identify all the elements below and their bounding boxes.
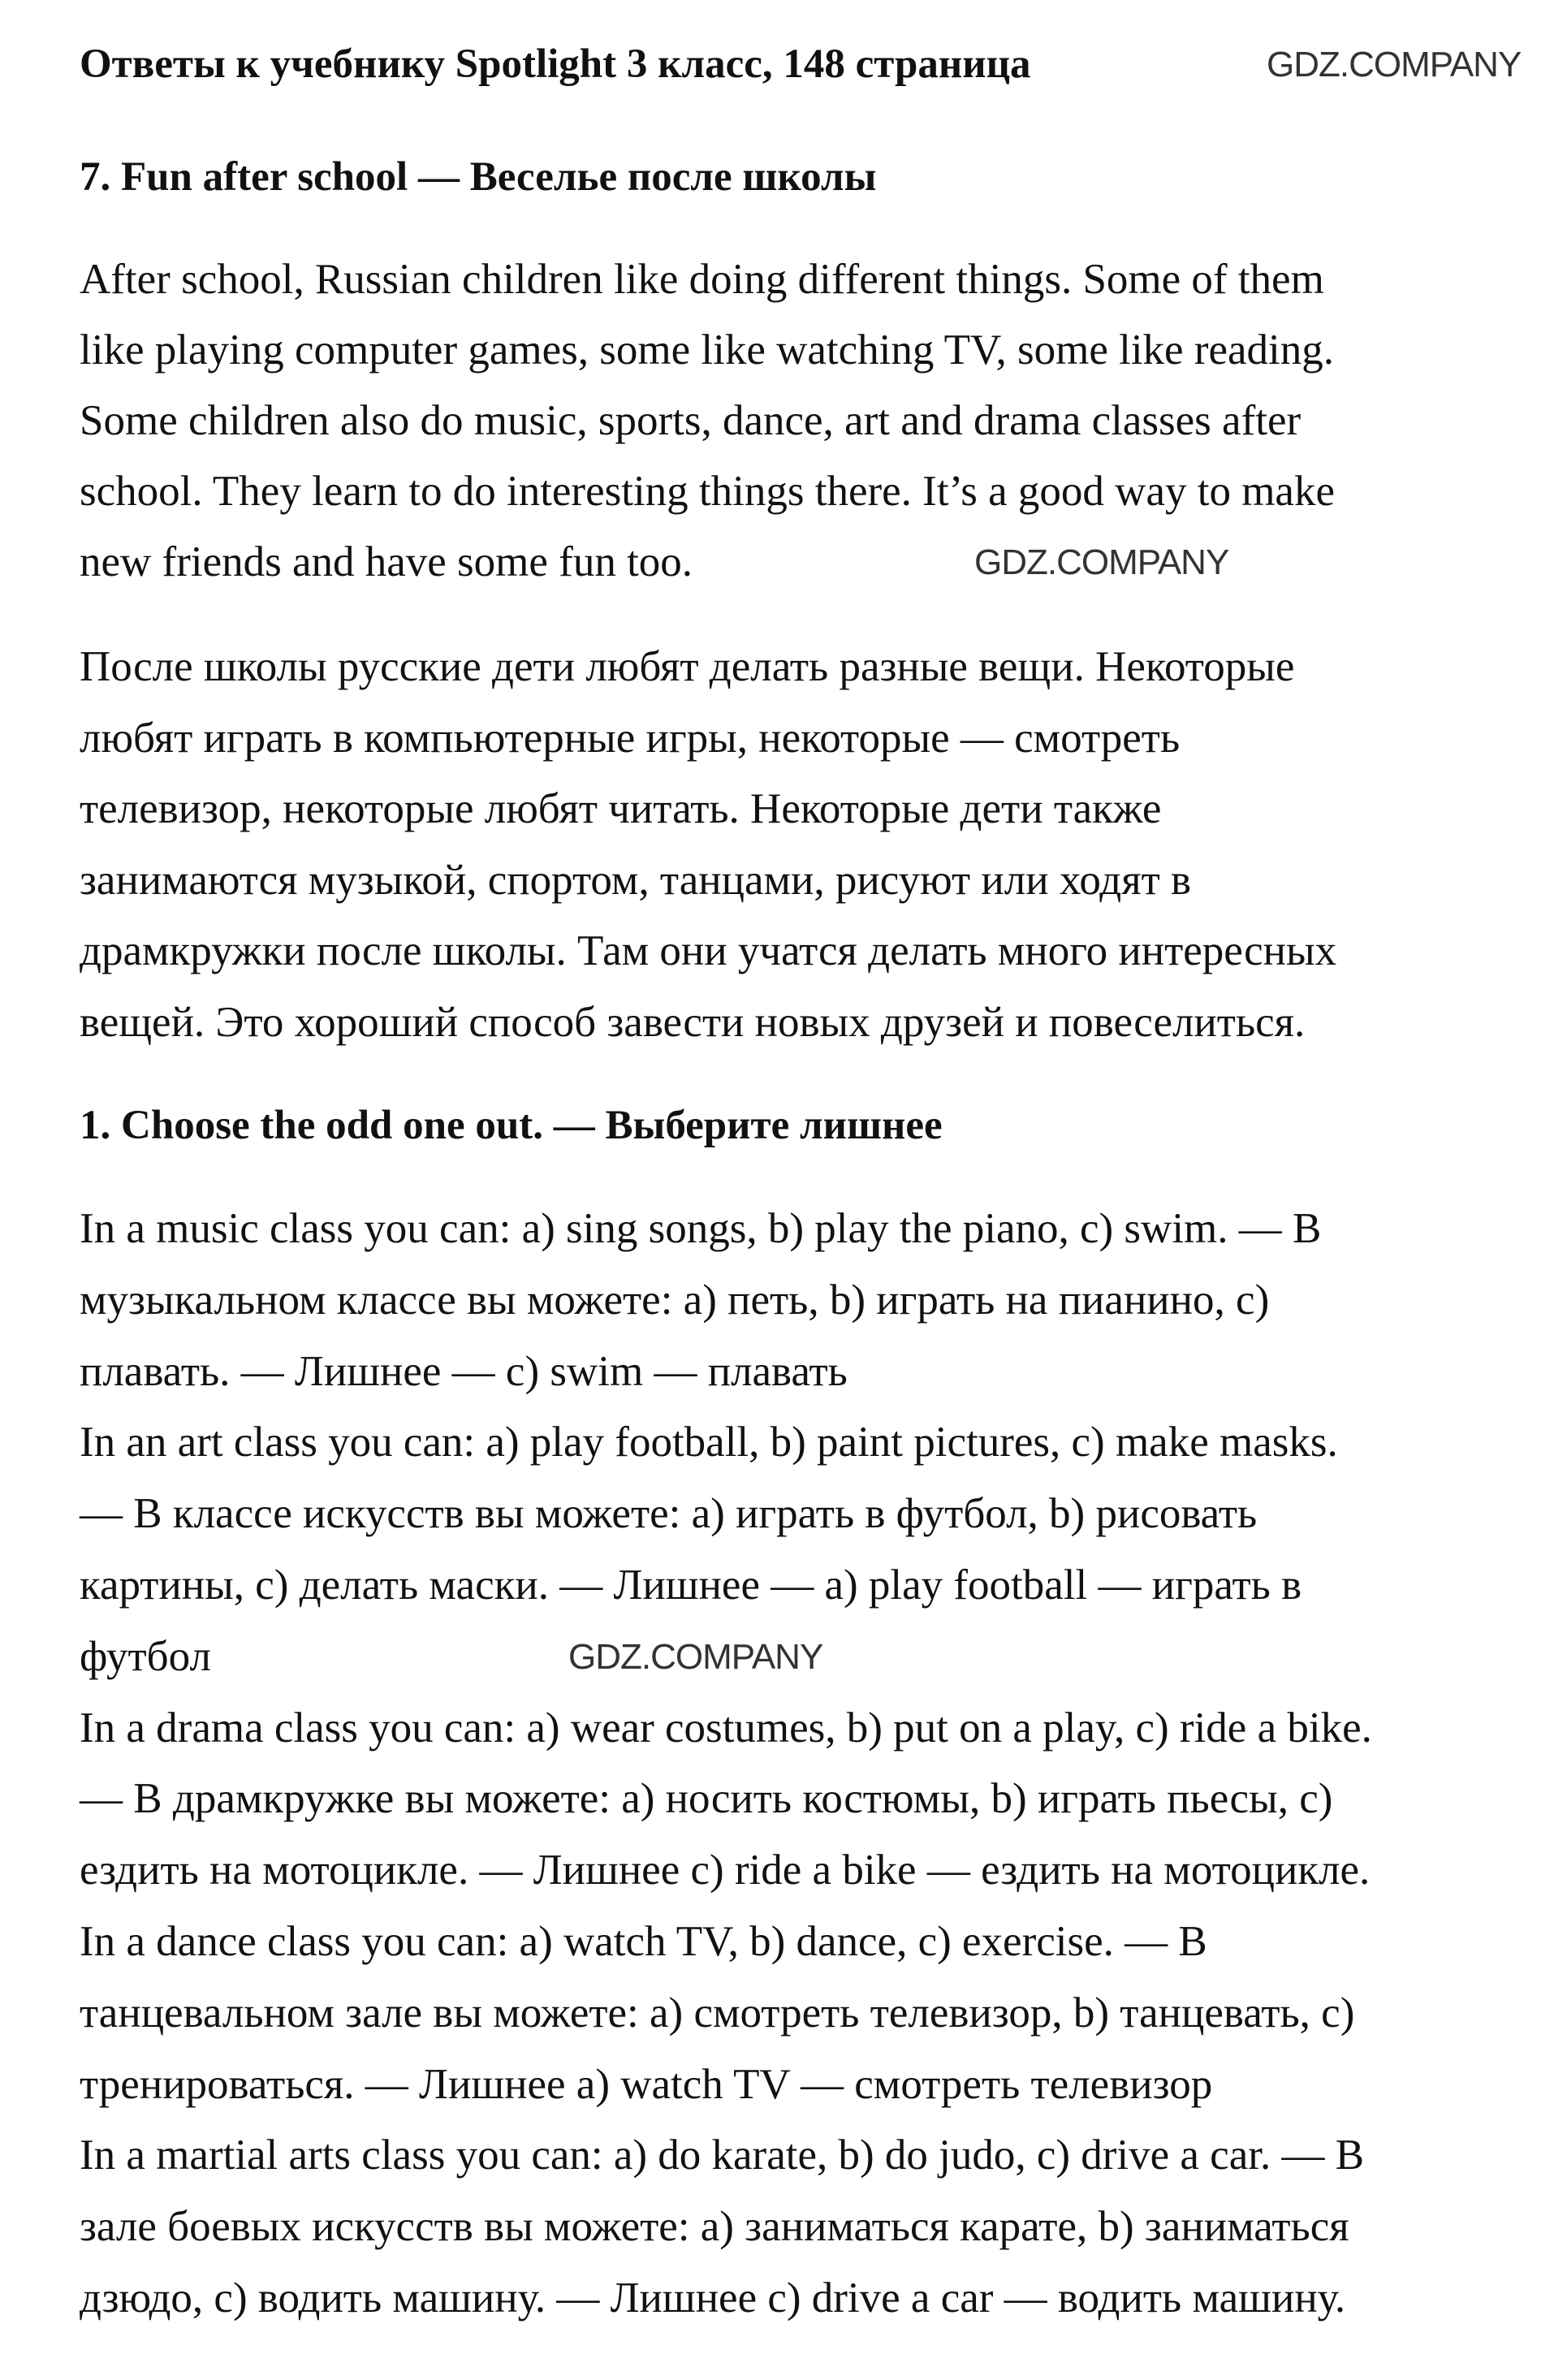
text-line: new friends and have some fun too. bbox=[80, 538, 693, 585]
text-line: танцевальном зале вы можете: a) смотреть телевизор, b) танцевать, c) bbox=[80, 1989, 1355, 2037]
text-line: занимаются музыкой, спортом, танцами, рисуют или ходят в bbox=[80, 856, 1192, 904]
text-line: картины, c) делать маски. — Лишнее — a) play football — играть в bbox=[80, 1561, 1302, 1609]
text-line: ездить на мотоцикле. — Лишнее c) ride a bike — ездить на мотоцикле. bbox=[80, 1847, 1371, 1894]
text-line: драмкружки после школы. Там они учатся делать много интересных bbox=[80, 927, 1337, 974]
text-line: телевизор, некоторые любят читать. Некоторые дети также bbox=[80, 785, 1162, 832]
text-line: дзюдо, c) водить машину. — Лишнее c) drive a car — водить машину. bbox=[80, 2274, 1346, 2322]
text-line: After school, Russian children like doing different things. Some of them bbox=[80, 256, 1324, 303]
text-line: In an art class you can: a) play football, b) paint pictures, c) make masks. bbox=[80, 1419, 1338, 1466]
text-line: school. They learn to do interesting things there. It’s a good way to make bbox=[80, 468, 1335, 515]
text-line: In a dance class you can: a) watch TV, b) dance, c) exercise. — В bbox=[80, 1918, 1207, 1965]
text-line: зале боевых искусств вы можете: a) заниматься карате, b) заниматься bbox=[80, 2203, 1349, 2251]
section-7-heading: 7. Fun after school — Веселье после школы bbox=[80, 154, 877, 200]
text-line: После школы русские дети любят делать разные вещи. Некоторые bbox=[80, 643, 1295, 690]
text-line: тренироваться. — Лишнее a) watch TV — смотреть телевизор bbox=[80, 2060, 1213, 2108]
text-line: In a drama class you can: a) wear costumes, b) put on a play, c) ride a bike. bbox=[80, 1704, 1372, 1752]
text-line: вещей. Это хороший способ завести новых друзей и повеселиться. bbox=[80, 998, 1306, 1046]
text-line: In a martial arts class you can: a) do karate, b) do judo, c) drive a car. — В bbox=[80, 2132, 1365, 2179]
text-line: плавать. — Лишнее — c) swim — плавать bbox=[80, 1347, 848, 1395]
text-line: любят играть в компьютерные игры, некоторые — смотреть bbox=[80, 714, 1181, 762]
text-line: like playing computer games, some like watching TV, some like reading. bbox=[80, 326, 1334, 374]
text-line: музыкальном классе вы можете: a) петь, b) играть на пианино, c) bbox=[80, 1276, 1270, 1324]
text-line: Some children also do music, sports, dance, art and drama classes after bbox=[80, 397, 1302, 444]
text-line: — В драмкружке вы можете: a) носить костюмы, b) играть пьесы, c) bbox=[80, 1775, 1333, 1823]
watermark: GDZ.COMPANY bbox=[568, 1637, 823, 1677]
page-title: Ответы к учебнику Spotlight 3 класс, 148 страница bbox=[80, 41, 1031, 87]
text-line: футбол bbox=[80, 1632, 211, 1680]
text-line: In a music class you can: a) sing songs, b) play the piano, c) swim. — В bbox=[80, 1205, 1322, 1252]
section-1-heading: 1. Choose the odd one out. — Выберите лишнее bbox=[80, 1103, 943, 1148]
text-line: — В классе искусств вы можете: a) играть в футбол, b) рисовать bbox=[80, 1490, 1258, 1538]
watermark: GDZ.COMPANY bbox=[974, 542, 1229, 582]
watermark: GDZ.COMPANY bbox=[1267, 45, 1522, 84]
